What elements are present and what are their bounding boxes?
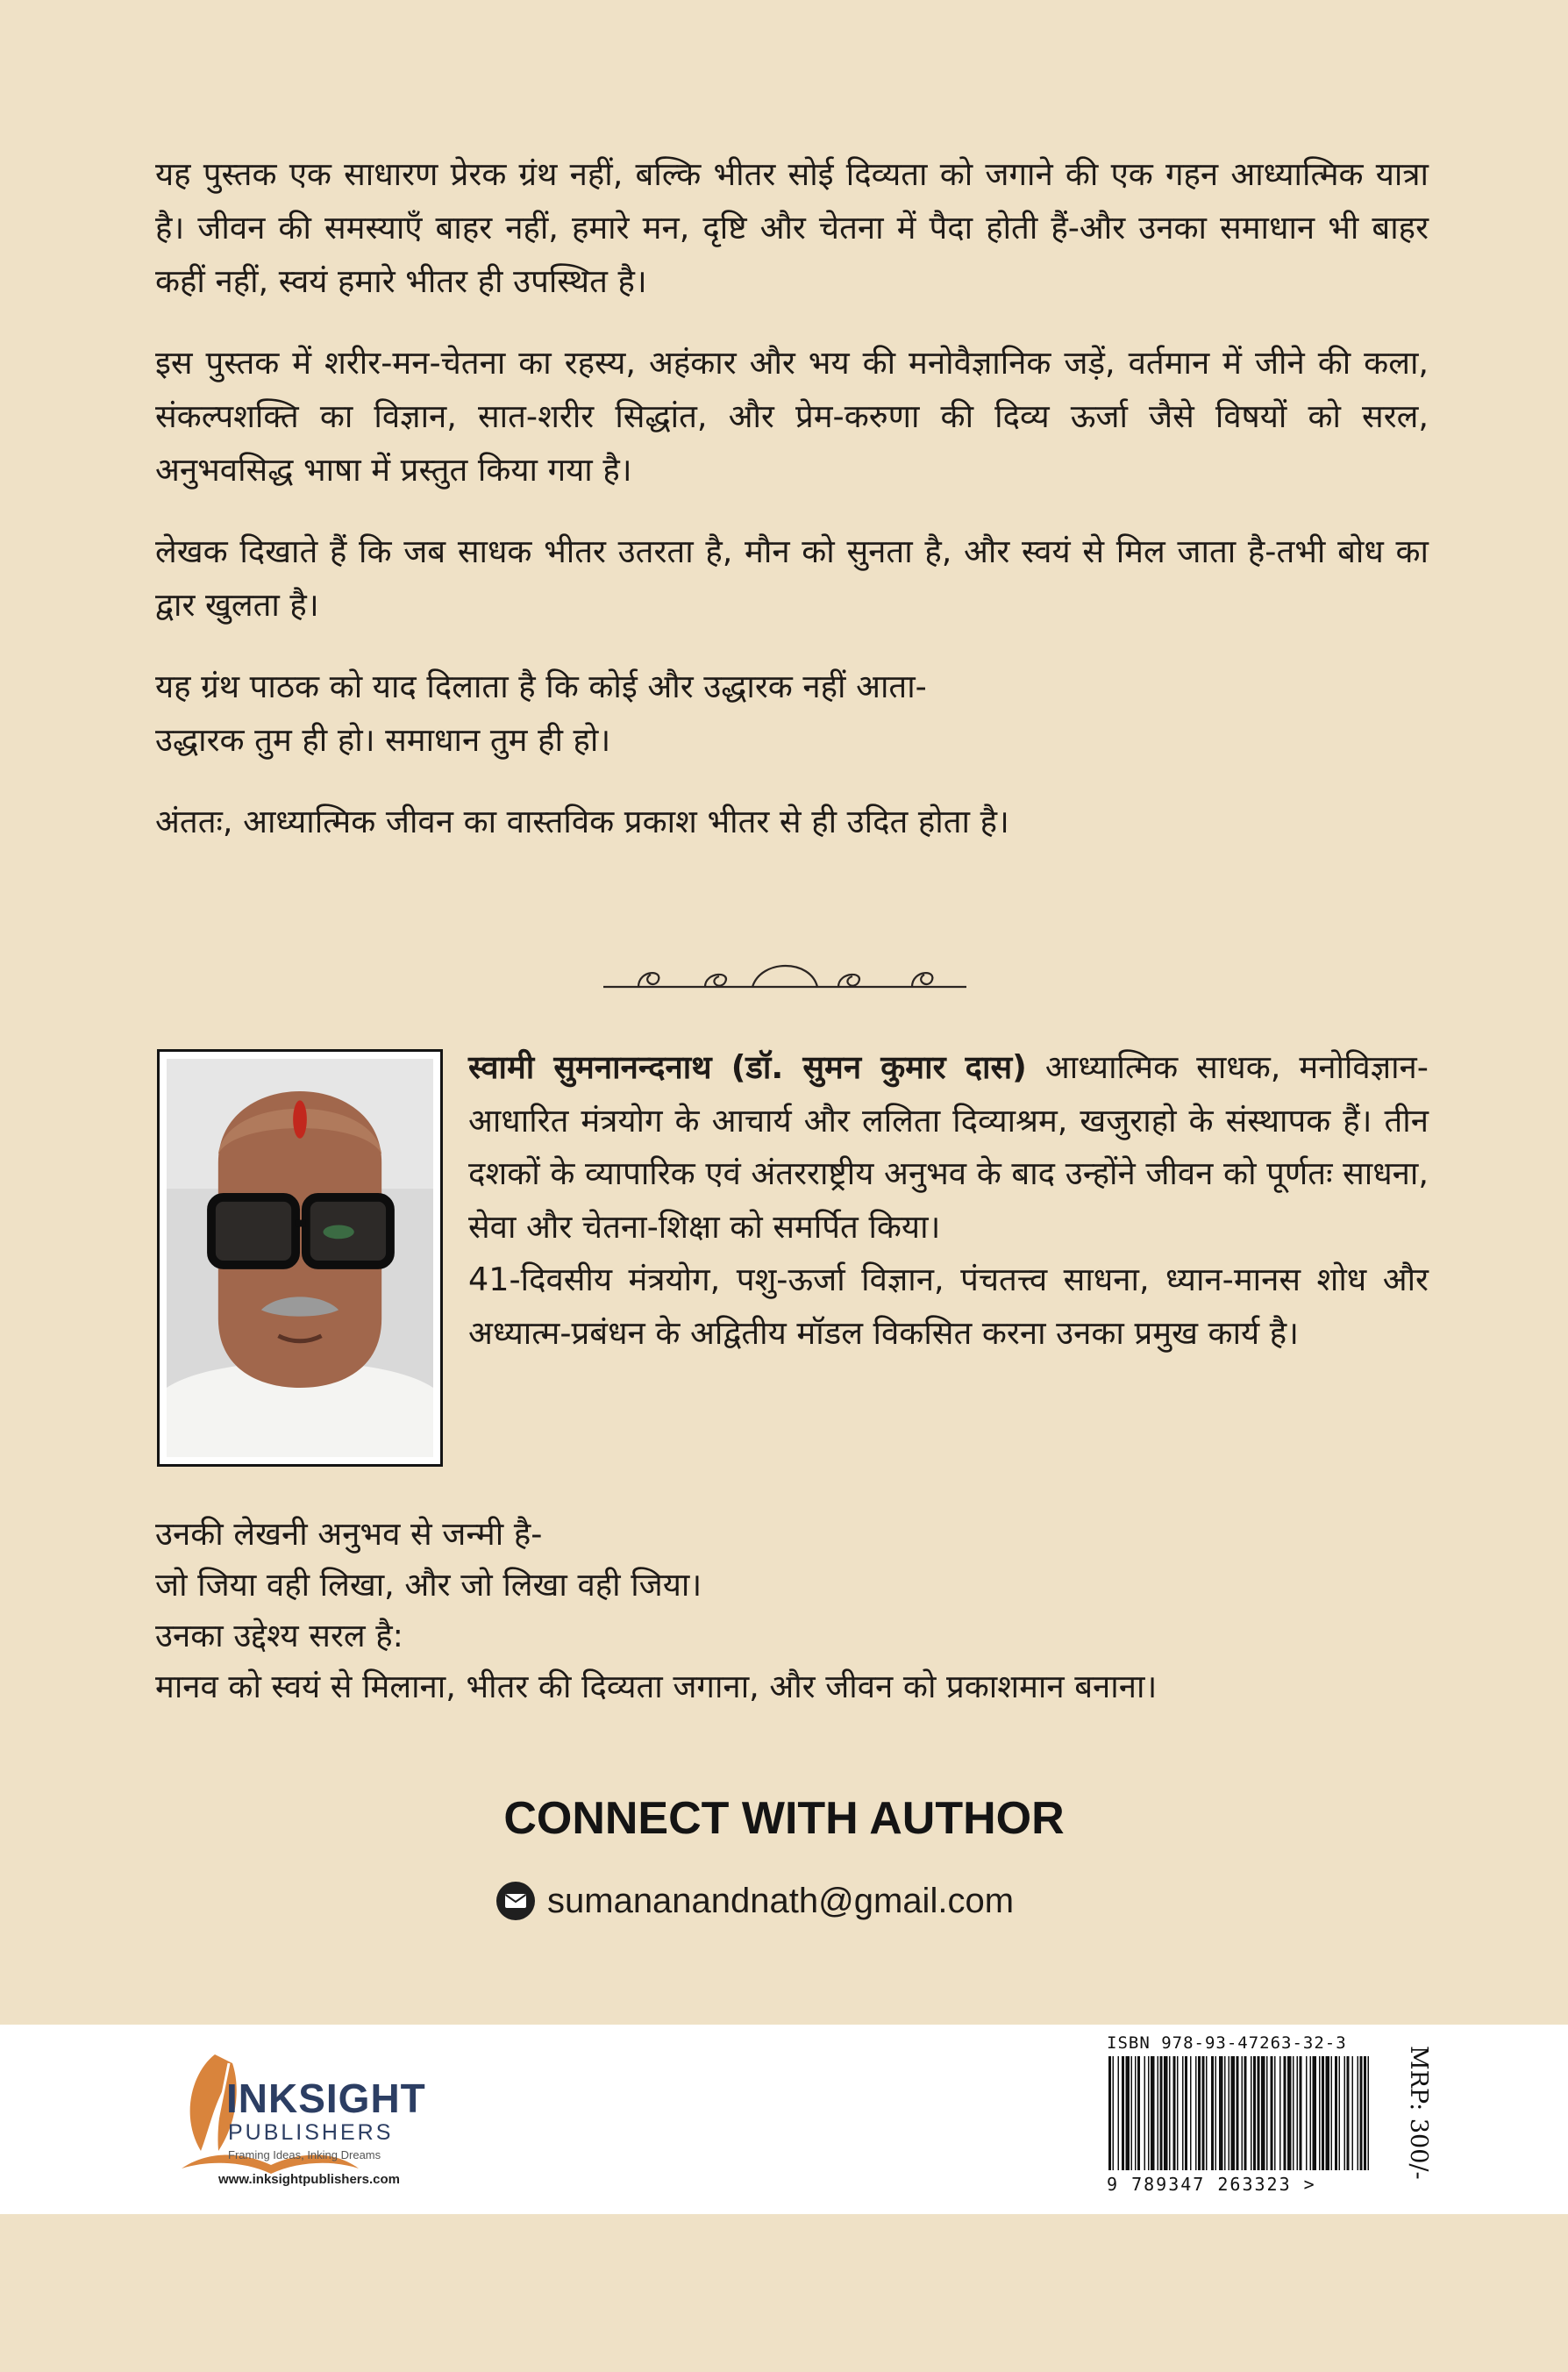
barcode-bar bbox=[1135, 2056, 1137, 2170]
barcode-bar bbox=[1266, 2056, 1268, 2170]
author-bio-tail-line-4: मानव को स्वयं से मिलाना, भीतर की दिव्यता जगाना, और जीवन को प्रकाशमान बनाना। bbox=[155, 1668, 1158, 1705]
barcode-bar bbox=[1237, 2056, 1239, 2170]
barcode-bar bbox=[1202, 2056, 1205, 2170]
barcode-bar bbox=[1108, 2056, 1111, 2170]
barcode-bar bbox=[1339, 2056, 1341, 2170]
barcode-bar bbox=[1244, 2056, 1247, 2170]
author-bio-part-1: आध्यात्मिक साधक, मनोविज्ञान-आधारित मंत्रयोग के आचार्य और ललिता दिव्याश्रम, खजुराहो के संस्थापक हैं। तीन दशकों के व्यापारिक एवं अंतरराष्ट्रीय अनुभव के बाद उन्होंने जीवन को पूर्णतः साधना, सेवा और चेतना-शिक्षा को समर्पित किया। bbox=[468, 1048, 1429, 1246]
barcode-bar bbox=[1158, 2056, 1159, 2170]
publisher-sub: PUBLISHERS bbox=[228, 2120, 394, 2145]
publisher-url[interactable]: www.inksightpublishers.com bbox=[218, 2172, 400, 2187]
barcode-bar bbox=[1151, 2056, 1155, 2170]
barcode-bar bbox=[1198, 2056, 1201, 2170]
barcode-digits: 9 789347 263323 > bbox=[1107, 2174, 1316, 2195]
barcode-bar bbox=[1313, 2056, 1317, 2170]
barcode-bar bbox=[1360, 2056, 1363, 2170]
price-label: MRP: 300/- bbox=[1405, 2046, 1432, 2180]
blurb-paragraph-2: इस पुस्तक में शरीर-मन-चेतना का रहस्य, अहंकार और भय की मनोवैज्ञानिक जड़ें, वर्तमान में जीने की कला, संकल्पशक्ति का विज्ञान, सात-शरीर सिद्धांत, और प्रेम-करुणा की दिव्य ऊर्जा जैसे विषयों को सरल, अनुभवसिद्ध भाषा में प्रस्तुत किया गया है। bbox=[155, 344, 1429, 489]
connect-heading: CONNECT WITH AUTHOR bbox=[503, 1793, 1065, 1844]
barcode-bar bbox=[1297, 2056, 1299, 2170]
barcode-bar bbox=[1177, 2056, 1179, 2170]
barcode-bar bbox=[1113, 2056, 1115, 2170]
isbn-label: ISBN 978-93-47263-32-3 bbox=[1107, 2033, 1347, 2053]
barcode-bar bbox=[1306, 2056, 1308, 2170]
barcode-bar bbox=[1258, 2056, 1260, 2170]
barcode-bar bbox=[1242, 2056, 1244, 2170]
barcode-bar bbox=[1231, 2056, 1236, 2170]
barcode-bar bbox=[1206, 2056, 1208, 2170]
barcode-bar bbox=[1326, 2056, 1330, 2170]
barcode-bar bbox=[1293, 2056, 1294, 2170]
barcode-bar bbox=[1253, 2056, 1256, 2170]
barcode-bar bbox=[1122, 2056, 1124, 2170]
isbn-barcode bbox=[1107, 2056, 1372, 2170]
barcode-bar bbox=[1261, 2056, 1265, 2170]
barcode-bar bbox=[1229, 2056, 1230, 2170]
barcode-bar bbox=[1148, 2056, 1150, 2170]
barcode-bar bbox=[1368, 2056, 1370, 2170]
blurb-paragraph-5: अंततः, आध्यात्मिक जीवन का वास्तविक प्रकाश भीतर से ही उदित होता है। bbox=[155, 803, 1009, 840]
barcode-bar bbox=[1137, 2056, 1140, 2170]
publisher-tagline: Framing Ideas, Inking Dreams bbox=[228, 2148, 381, 2161]
barcode-bar bbox=[1185, 2056, 1187, 2170]
author-email[interactable] bbox=[496, 1875, 1014, 1927]
author-bio-part-2: 41-दिवसीय मंत्रयोग, पशु-ऊर्जा विज्ञान, पंचतत्त्व साधना, ध्यान-मानस शोध और अध्यात्म-प्रबंधन के अद्वितीय मॉडल विकसित करना उनका प्रमुख कार्य है। bbox=[468, 1261, 1429, 1352]
blurb-paragraph-4-line-1: यह ग्रंथ पाठक को याद दिलाता है कि कोई और उद्धारक नहीं आता- bbox=[155, 668, 927, 705]
barcode-bar bbox=[1335, 2056, 1337, 2170]
barcode-bar bbox=[1173, 2056, 1176, 2170]
barcode-bar bbox=[1251, 2056, 1252, 2170]
barcode-bar bbox=[1224, 2056, 1226, 2170]
author-bio-tail-line-3: उनका उद्देश्य सरल है: bbox=[155, 1617, 403, 1654]
barcode-bar bbox=[1319, 2056, 1321, 2170]
barcode-bar bbox=[1322, 2056, 1324, 2170]
blurb-paragraph-1: यह पुस्तक एक साधारण प्रेरक ग्रंथ नहीं, बल्कि भीतर सोई दिव्यता को जगाने की एक गहन आध्यात्मिक यात्रा है। जीवन की समस्याएँ बाहर नहीं, हमारे मन, दृष्टि और चेतना में पैदा होती हैं-और उनका समाधान भी बाहर कहीं नहीं, स्वयं हमारे भीतर ही उपस्थित है। bbox=[155, 155, 1429, 300]
flourish-divider-icon bbox=[603, 950, 966, 996]
barcode-bar bbox=[1331, 2056, 1333, 2170]
barcode-bar bbox=[1219, 2056, 1223, 2170]
blurb-paragraph-4-line-2: उद्धारक तुम ही हो। समाधान तुम ही हो। bbox=[155, 721, 611, 759]
barcode-bar bbox=[1300, 2056, 1302, 2170]
back-cover-blurb bbox=[155, 147, 1429, 876]
author-photo bbox=[157, 1049, 443, 1467]
barcode-bar bbox=[1195, 2056, 1197, 2170]
barcode-bar bbox=[1164, 2056, 1168, 2170]
author-bio-tail-line-1: उनकी लेखनी अनुभव से जन्मी है- bbox=[155, 1515, 543, 1553]
barcode-bar bbox=[1274, 2056, 1276, 2170]
barcode-bar bbox=[1352, 2056, 1354, 2170]
barcode-bar bbox=[1347, 2056, 1350, 2170]
barcode-bar bbox=[1118, 2056, 1120, 2170]
barcode-bar bbox=[1310, 2056, 1312, 2170]
barcode-bar bbox=[1182, 2056, 1184, 2170]
barcode-bar bbox=[1169, 2056, 1171, 2170]
envelope-icon bbox=[496, 1882, 535, 1920]
barcode-bar bbox=[1211, 2056, 1214, 2170]
barcode-bar bbox=[1144, 2056, 1146, 2170]
blurb-paragraph-3: लेखक दिखाते हैं कि जब साधक भीतर उतरता है, मौन को सुनता है, और स्वयं से मिल जाता है-तभी बोध का द्वार खुलता है। bbox=[155, 532, 1429, 624]
barcode-bar bbox=[1131, 2056, 1133, 2170]
publisher-name: INKSIGHT bbox=[226, 2076, 426, 2121]
barcode-bar bbox=[1279, 2056, 1281, 2170]
barcode-bar bbox=[1344, 2056, 1346, 2170]
author-bio-tail bbox=[155, 1509, 1436, 1712]
barcode-bar bbox=[1364, 2056, 1366, 2170]
author-bio-tail-line-2: जो जिया वही लिखा, और जो लिखा वही जिया। bbox=[155, 1566, 702, 1604]
barcode-bar bbox=[1287, 2056, 1292, 2170]
barcode-bar bbox=[1215, 2056, 1217, 2170]
price-label-wrap bbox=[1405, 2046, 1458, 2186]
barcode-bar bbox=[1284, 2056, 1286, 2170]
author-bio bbox=[468, 1041, 1429, 1360]
barcode-bar bbox=[1358, 2056, 1359, 2170]
author-name: स्वामी सुमनानन्दनाथ (डॉ. सुमन कुमार दास) bbox=[468, 1048, 1027, 1086]
barcode-bar bbox=[1160, 2056, 1163, 2170]
blurb-paragraph-4 bbox=[155, 660, 1429, 767]
barcode-bar bbox=[1271, 2056, 1273, 2170]
barcode-bar bbox=[1190, 2056, 1192, 2170]
barcode-bar bbox=[1126, 2056, 1130, 2170]
email-address[interactable]: sumananandnath@gmail.com bbox=[547, 1881, 1015, 1920]
